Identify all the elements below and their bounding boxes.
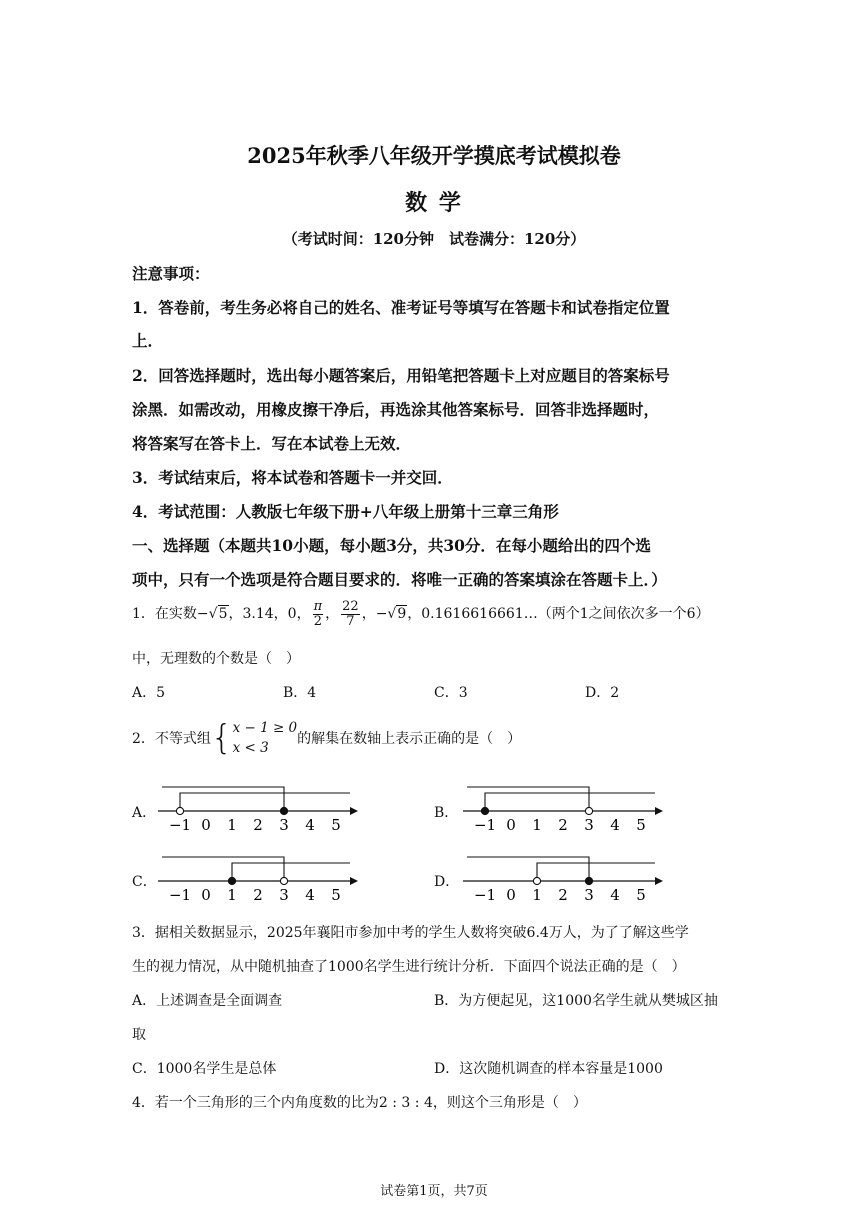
- tick-label: 2: [558, 816, 568, 834]
- notice-item-2-line2: 涂黑．如需改动，用橡皮擦干净后，再选涂其他答案标号．回答非选择题时，: [132, 400, 660, 419]
- sqrt-5: √5: [208, 606, 228, 623]
- number-line-option-d: [455, 845, 670, 905]
- question-1-line1: [132, 600, 710, 628]
- tick-label: 4: [305, 816, 315, 834]
- q3-option-c[interactable]: C．1000名学生是总体: [132, 1061, 277, 1077]
- q1-seg1: ，3.14，0，: [228, 606, 311, 623]
- notice-item-3: 3．考试结束后，将本试卷和答题卡一并交回．: [132, 468, 453, 487]
- axis-arrow-icon: [655, 877, 663, 885]
- open-point: [533, 877, 540, 884]
- number-line-option-b: [455, 775, 670, 835]
- exam-title: 2025年秋季八年级开学摸底考试模拟卷: [247, 143, 621, 168]
- tick-label: 4: [610, 886, 620, 904]
- tick-label: −1: [168, 816, 192, 834]
- tick-label: 0: [506, 816, 516, 834]
- notice-item-2-line1: 2．回答选择题时，选出每小题答案后，用铅笔把答题卡上对应题目的答案标号: [132, 366, 670, 385]
- solution-ray-right: [485, 793, 655, 811]
- q2-suffix: 的解集在数轴上表示正确的是（ ）: [297, 731, 522, 747]
- page-footer: 试卷第1页，共7页: [380, 1184, 488, 1199]
- tick-label: 3: [584, 886, 594, 904]
- q3-option-b-line1[interactable]: B．为方便起见，这1000名学生就从樊城区抽: [434, 993, 718, 1009]
- tick-label: 3: [279, 816, 289, 834]
- q3-option-b-line2[interactable]: 取: [132, 1027, 146, 1043]
- q1-neg-sign-2: −: [375, 606, 388, 623]
- tick-label: 0: [201, 816, 211, 834]
- axis-arrow-icon: [350, 807, 358, 815]
- tick-label: −1: [473, 816, 497, 834]
- tick-label: 5: [331, 886, 341, 904]
- tick-label: 1: [532, 886, 542, 904]
- q2-prefix: 2．不等式组: [132, 731, 211, 747]
- solution-ray-left: [467, 857, 589, 881]
- question-3-line1: 3．据相关数据显示，2025年襄阳市参加中考的学生人数将突破6.4万人，为了了解这些学: [132, 925, 689, 941]
- open-point: [585, 807, 592, 814]
- tick-label: −1: [473, 886, 497, 904]
- inequality-1: x − 1 ≥ 0: [232, 720, 298, 736]
- tick-label: 0: [201, 886, 211, 904]
- fraction-22-over-7: $\frac{22}{7}$: [342, 599, 359, 629]
- inequality-lines: [233, 718, 298, 758]
- q3-option-d[interactable]: D．这次随机调查的样本容量是1000: [434, 1061, 663, 1077]
- notice-heading: 注意事项：: [132, 264, 210, 283]
- number-line-option-a: [150, 775, 365, 835]
- tick-label: 4: [610, 816, 620, 834]
- filled-point: [280, 807, 287, 814]
- axis-arrow-icon: [655, 807, 663, 815]
- tick-label: 5: [636, 816, 646, 834]
- filled-point: [228, 877, 235, 884]
- tick-label: 4: [305, 886, 315, 904]
- q1-option-b[interactable]: B．4: [283, 685, 317, 701]
- solution-ray-left: [162, 857, 284, 881]
- exam-info: （考试时间：120分钟 试卷满分：120分）: [282, 230, 586, 248]
- tick-label: 2: [558, 886, 568, 904]
- tick-label: 1: [227, 886, 237, 904]
- notice-item-4: 4．考试范围：人教版七年级下册+八年级上册第十三章三角形: [132, 502, 559, 521]
- fraction-pi-over-2: $\frac{\pi}{2}$: [313, 599, 323, 629]
- notice-item-1-line2: 上．: [132, 331, 164, 350]
- tick-label: 3: [584, 816, 594, 834]
- left-brace-icon: {: [210, 718, 233, 758]
- section-1-heading-line2: 项中，只有一个选项是符合题目要求的．将唯一正确的答案填涂在答题卡上．）: [132, 570, 667, 589]
- tick-label: 1: [227, 816, 237, 834]
- q1-option-d[interactable]: D．2: [585, 685, 620, 701]
- solution-ray-right: [537, 863, 655, 881]
- tick-label: −1: [168, 886, 192, 904]
- tick-label: 1: [532, 816, 542, 834]
- tick-label: 0: [506, 886, 516, 904]
- question-3-line2: 生的视力情况，从中随机抽查了1000名学生进行统计分析．下面四个说法正确的是（ ）: [132, 959, 686, 975]
- tick-label: 5: [331, 816, 341, 834]
- exam-subject: 数 学: [405, 190, 463, 216]
- q1-comma2: ，: [361, 606, 376, 623]
- q1-option-a[interactable]: A．5: [132, 685, 166, 701]
- open-point: [280, 877, 287, 884]
- q1-neg-sign: −: [196, 606, 209, 623]
- filled-point: [481, 807, 488, 814]
- question-2: [132, 718, 521, 758]
- q1-option-c[interactable]: C．3: [434, 685, 468, 701]
- tick-label: 5: [636, 886, 646, 904]
- q1-prefix: 1．在实数: [132, 606, 197, 623]
- q2-option-d-label[interactable]: D．: [434, 874, 460, 890]
- section-1-heading-line1: 一、选择题（本题共10小题，每小题3分，共30分．在每小题给出的四个选: [132, 536, 651, 555]
- q2-option-c-label[interactable]: C．: [132, 874, 157, 890]
- sqrt-9: √9: [387, 606, 407, 623]
- tick-label: 3: [279, 886, 289, 904]
- number-line-option-c: [150, 845, 365, 905]
- axis-arrow-icon: [350, 877, 358, 885]
- question-1-line2: 中，无理数的个数是（ ）: [132, 651, 300, 667]
- notice-item-2-line3: 将答案写在答卡上．写在本试卷上无效．: [132, 434, 412, 453]
- notice-item-1-line1: 1．答卷前，考生务必将自己的姓名、准考证号等填写在答题卡和试卷指定位置: [132, 298, 670, 317]
- inequality-system: [211, 718, 297, 758]
- open-point: [176, 807, 183, 814]
- solution-ray-right: [232, 863, 350, 881]
- q2-option-a-label[interactable]: A．: [132, 805, 157, 821]
- q2-option-b-label[interactable]: B．: [434, 805, 459, 821]
- tick-label: 2: [253, 816, 263, 834]
- q3-option-a[interactable]: A．上述调查是全面调查: [132, 993, 283, 1009]
- q1-comma1: ，: [325, 606, 340, 623]
- q1-seg2: ，0.1616616661…（两个1之间依次多一个6）: [407, 606, 710, 623]
- tick-label: 2: [253, 886, 263, 904]
- filled-point: [585, 877, 592, 884]
- inequality-2: x < 3: [232, 740, 269, 756]
- solution-ray-right: [180, 793, 350, 811]
- question-4-line1: 4．若一个三角形的三个内角度数的比为2 : 3 : 4，则这个三角形是（ ）: [132, 1095, 587, 1111]
